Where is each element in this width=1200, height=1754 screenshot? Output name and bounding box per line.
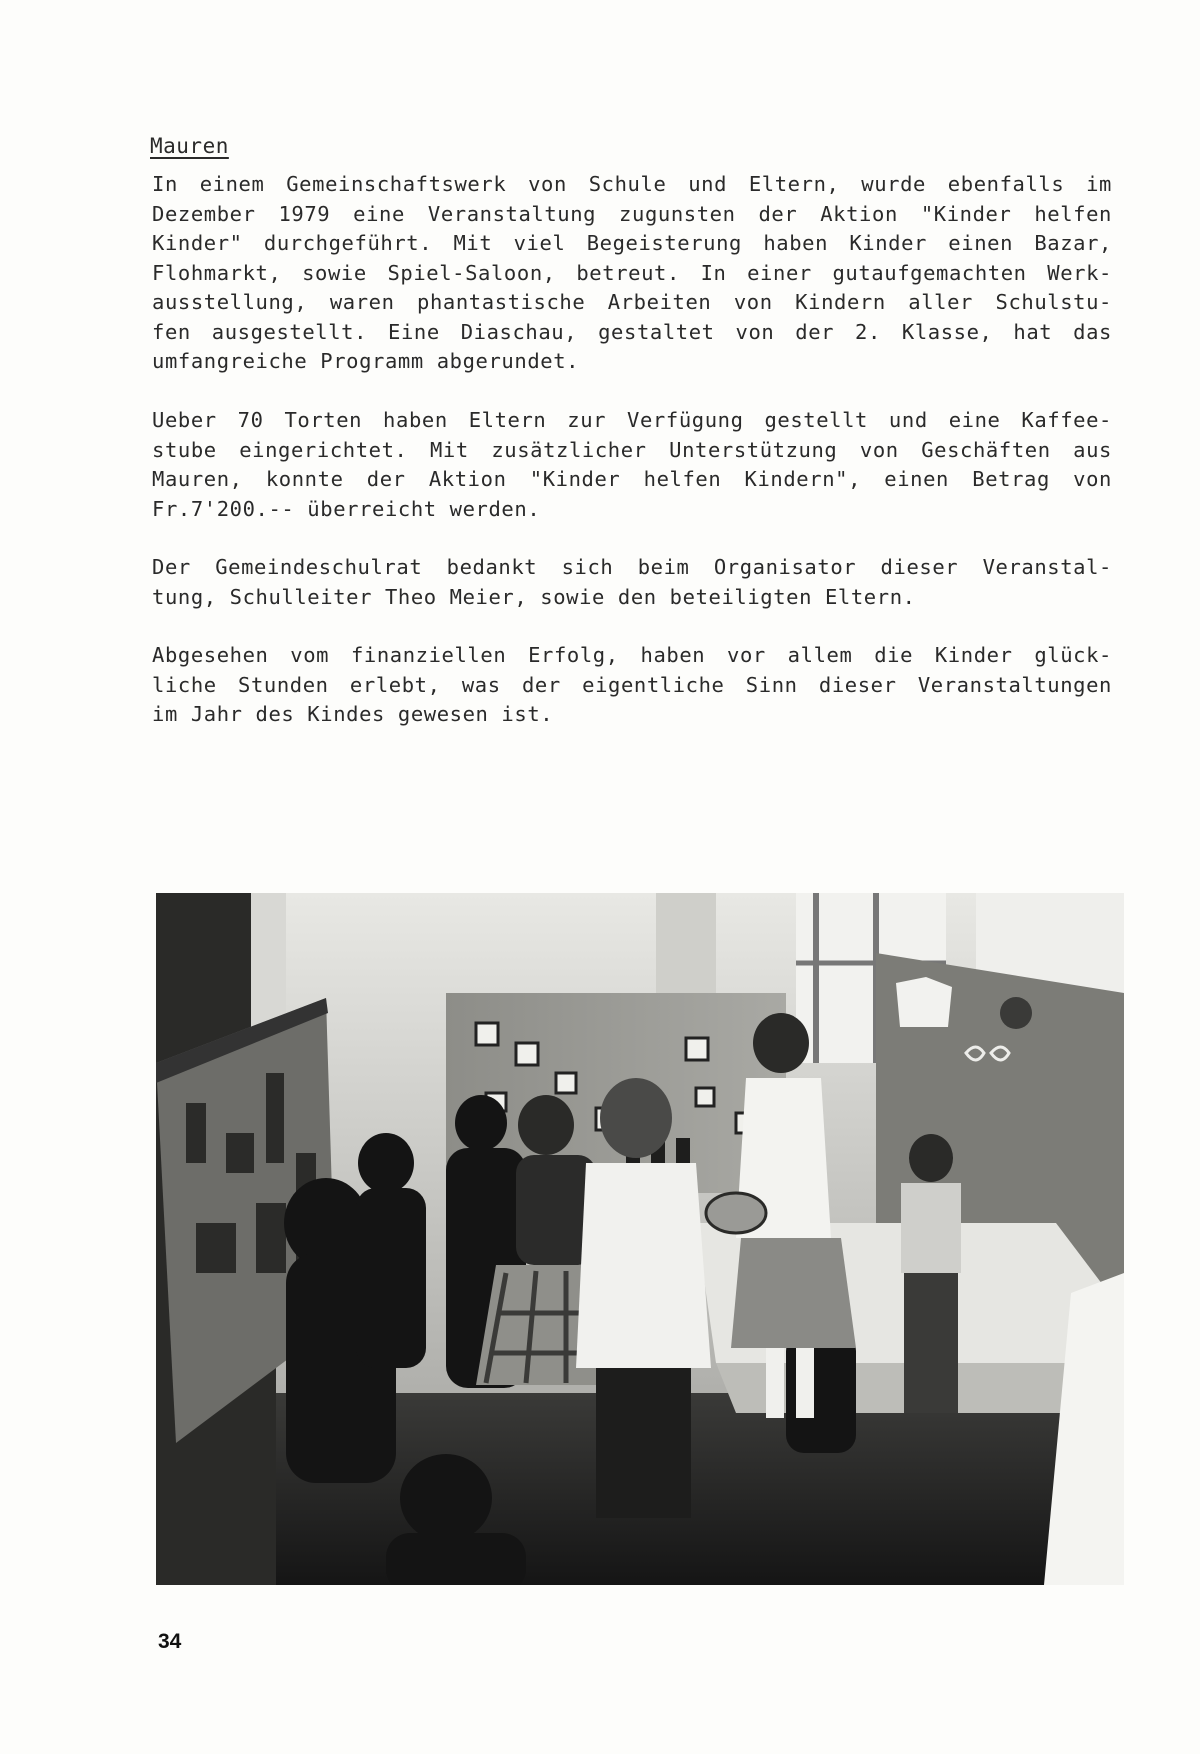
page-number: 34 (158, 1630, 182, 1653)
text-line: Fr.7'200.-- überreicht werden. (152, 496, 541, 521)
section-heading: Mauren (150, 134, 229, 158)
paragraph-4 (152, 641, 1112, 730)
text-line: ausstellung, waren phantastische Arbeiten von Kindern aller Schulstu- (152, 290, 1112, 314)
text-line: tung, Schulleiter Theo Meier, sowie den beteiligten Eltern. (152, 584, 916, 609)
paragraph-2 (152, 406, 1112, 524)
text-line: Mauren, konnte der Aktion "Kinder helfen Kindern", einen Betrag von (152, 467, 1112, 491)
text-line: Dezember 1979 eine Veranstaltung zugunsten der Aktion "Kinder helfen (152, 201, 1112, 226)
text-line: In einem Gemeinschaftswerk von Schule und Eltern, wurde ebenfalls im (152, 172, 1112, 196)
exhibition-photo-icon (156, 893, 1124, 1585)
paragraph-1 (152, 170, 1112, 377)
text-line: fen ausgestellt. Eine Diaschau, gestaltet von der 2. Klasse, hat das (152, 319, 1112, 344)
text-line: stube eingerichtet. Mit zusätzlicher Unterstützung von Geschäften aus (152, 437, 1112, 462)
text-line: Abgesehen vom finanziellen Erfolg, haben vor allem die Kinder glück- (152, 643, 1112, 667)
text-line: Der Gemeindeschulrat bedankt sich beim Organisator dieser Veranstal- (152, 555, 1112, 579)
text-line: Kinder" durchgeführt. Mit viel Begeisterung haben Kinder einen Bazar, (152, 231, 1112, 255)
text-line: Flohmarkt, sowie Spiel-Saloon, betreut. In einer gutaufgemachten Werk- (152, 260, 1112, 285)
text-line: im Jahr des Kindes gewesen ist. (152, 702, 554, 726)
paragraph-3 (152, 553, 1112, 612)
text-line: Ueber 70 Torten haben Eltern zur Verfügung gestellt und eine Kaffee- (152, 408, 1112, 432)
exhibition-photo (156, 893, 1124, 1585)
text-line: umfangreiche Programm abgerundet. (152, 349, 580, 373)
text-line: liche Stunden erlebt, was der eigentliche Sinn dieser Veranstaltungen (152, 672, 1112, 697)
